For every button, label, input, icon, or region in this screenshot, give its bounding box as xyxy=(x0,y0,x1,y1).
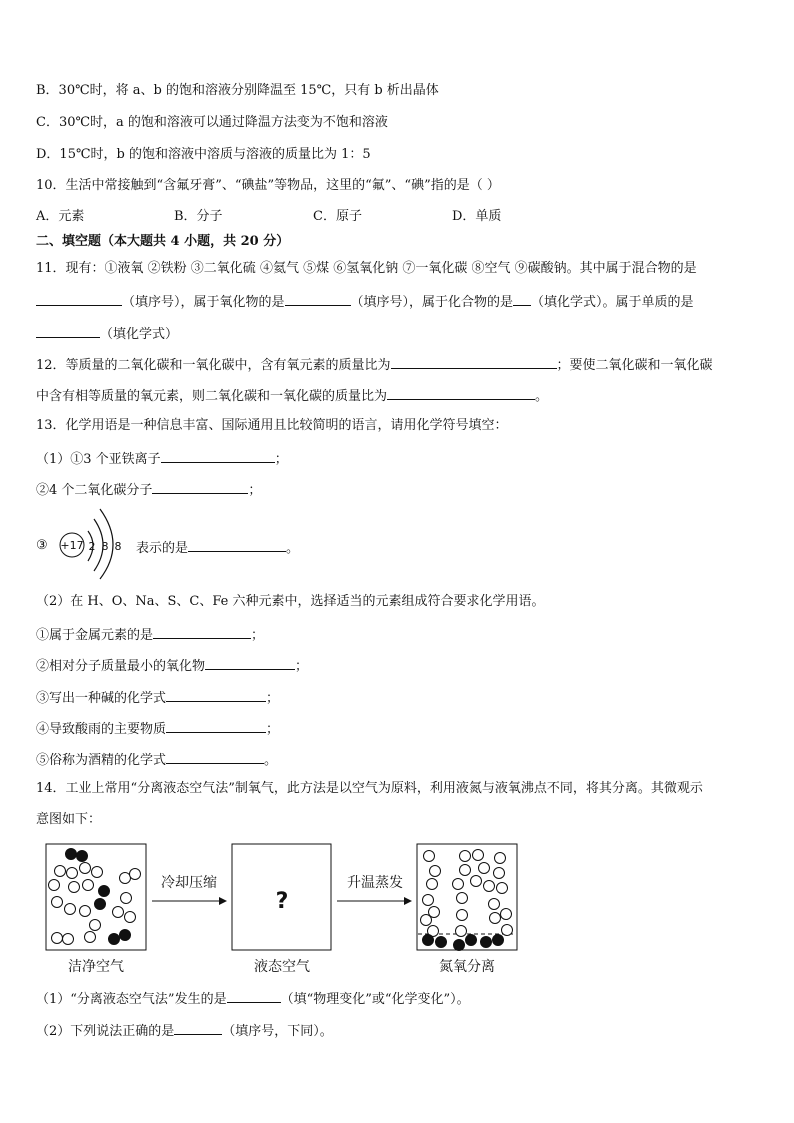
q10-options xyxy=(36,208,736,226)
q11-blank-element[interactable] xyxy=(36,323,100,338)
q14-line2: 意图如下： xyxy=(36,812,102,827)
q12-blank-2[interactable] xyxy=(387,385,535,400)
q13-item-blank-1[interactable] xyxy=(153,624,251,639)
arrow-label-heating: 升温蒸发 xyxy=(347,875,403,891)
q13-item-blank-4[interactable] xyxy=(166,718,266,733)
q14-blank-2[interactable] xyxy=(174,1020,222,1035)
q13-item-blank-3[interactable] xyxy=(166,687,266,702)
q14-sub2: （2）下列说法正确的是 （填序号，下同）。 xyxy=(36,1020,333,1041)
caption-clean-air: 洁净空气 xyxy=(68,959,124,975)
atom-structure-diagram xyxy=(56,505,136,581)
question-mark: ? xyxy=(275,889,289,914)
q14-line1: 14．工业上常用“分离液态空气法”制氧气，此方法是以空气为原料，利用液氮与液氧沸点不同，将其分离。其微观示 xyxy=(36,781,703,796)
q12-line2: 中含有相等质量的氧元素，则二氧化碳和一氧化碳的质量比为 。 xyxy=(36,385,548,406)
q13-blank-1[interactable] xyxy=(161,448,275,463)
q13-stem: 13．化学用语是一种信息丰富、国际通用且比较简明的语言，请用化学符号填空： xyxy=(36,418,508,433)
q11-line3: （填化学式） xyxy=(36,323,178,344)
q10-option-c: C．原子 xyxy=(313,209,362,224)
atom-nucleus-charge: +17 xyxy=(60,539,84,552)
q9-option-d: D．15℃时，b 的饱和溶液中溶质与溶液的质量比为 1：5 xyxy=(36,147,371,162)
q11-line2: （填序号），属于氧化物的是 （填序号），属于化合物的是 （填化学式）。属于单质的是 xyxy=(36,291,694,312)
arrow-label-cooling: 冷却压缩 xyxy=(161,875,217,891)
q13-item-blank-5[interactable] xyxy=(166,749,264,764)
atom-shell-electrons-1: 2 xyxy=(88,540,96,553)
q10-stem: 10．生活中常接触到“含氟牙膏”、“碘盐”等物品，这里的“氟”、“碘”指的是（ ） xyxy=(36,178,500,193)
q13-blank-3[interactable] xyxy=(188,537,286,552)
q14-blank-1[interactable] xyxy=(227,988,281,1003)
q11-blank-oxide[interactable] xyxy=(285,291,351,306)
section-title: 二、填空题（本大题共 4 小题，共 20 分） xyxy=(36,234,290,249)
atom-shell-electrons-2: 8 xyxy=(101,540,109,553)
q11-line1: 11．现有：①液氧 ②铁粉 ③二氧化硫 ④氦气 ⑤煤 ⑥氢氧化钠 ⑦一氧化碳 ⑧空气 ⑨碳酸钠。其中属于混合物的是 xyxy=(36,261,697,276)
caption-separation: 氮氧分离 xyxy=(439,959,495,975)
q13-item-5: ⑤俗称为酒精的化学式 。 xyxy=(36,749,277,770)
q13-item-blank-2[interactable] xyxy=(205,655,295,670)
q11-blank-mixture[interactable] xyxy=(36,291,122,306)
q13-p3: 表示的是 。 xyxy=(136,537,299,558)
q9-option-b: B．30℃时，将 a、b 的饱和溶液分别降温至 15℃，只有 b 析出晶体 xyxy=(36,83,439,98)
q13-p1: （1）①3 个亚铁离子 ； xyxy=(36,448,288,469)
q11-blank-compound[interactable] xyxy=(513,291,531,306)
q13-blank-2[interactable] xyxy=(152,479,248,494)
q10-option-b: B．分子 xyxy=(174,209,223,224)
q14-sub1: （1）“分离液态空气法”发生的是 （填“物理变化”或“化学变化”）。 xyxy=(36,988,470,1009)
q13-item-4: ④导致酸雨的主要物质 ； xyxy=(36,718,279,739)
q13-item-2: ②相对分子质量最小的氧化物 ； xyxy=(36,655,308,676)
q12-line1: 12．等质量的二氧化碳和一氧化碳中，含有氧元素的质量比为 ；要使二氧化碳和一氧化碳 xyxy=(36,354,713,375)
atom-shell-electrons-3: 8 xyxy=(114,540,122,553)
air-separation-diagram xyxy=(40,838,530,978)
q9-option-c: C．30℃时，a 的饱和溶液可以通过降温方法变为不饱和溶液 xyxy=(36,115,388,130)
q13-part2: （2）在 H、O、Na、S、C、Fe 六种元素中，选择适当的元素组成符合要求化学用语。 xyxy=(36,594,545,609)
q10-option-a: A．元素 xyxy=(36,209,85,224)
q13-item-3: ③写出一种碱的化学式 ； xyxy=(36,687,279,708)
q10-option-d: D．单质 xyxy=(452,209,502,224)
q13-p2: ②4 个二氧化碳分子 ； xyxy=(36,479,261,500)
q12-blank-1[interactable] xyxy=(391,354,557,369)
caption-liquid-air: 液态空气 xyxy=(254,959,310,975)
q13-p3-label: ③ xyxy=(36,538,48,553)
q13-item-1: ①属于金属元素的是 ； xyxy=(36,624,264,645)
